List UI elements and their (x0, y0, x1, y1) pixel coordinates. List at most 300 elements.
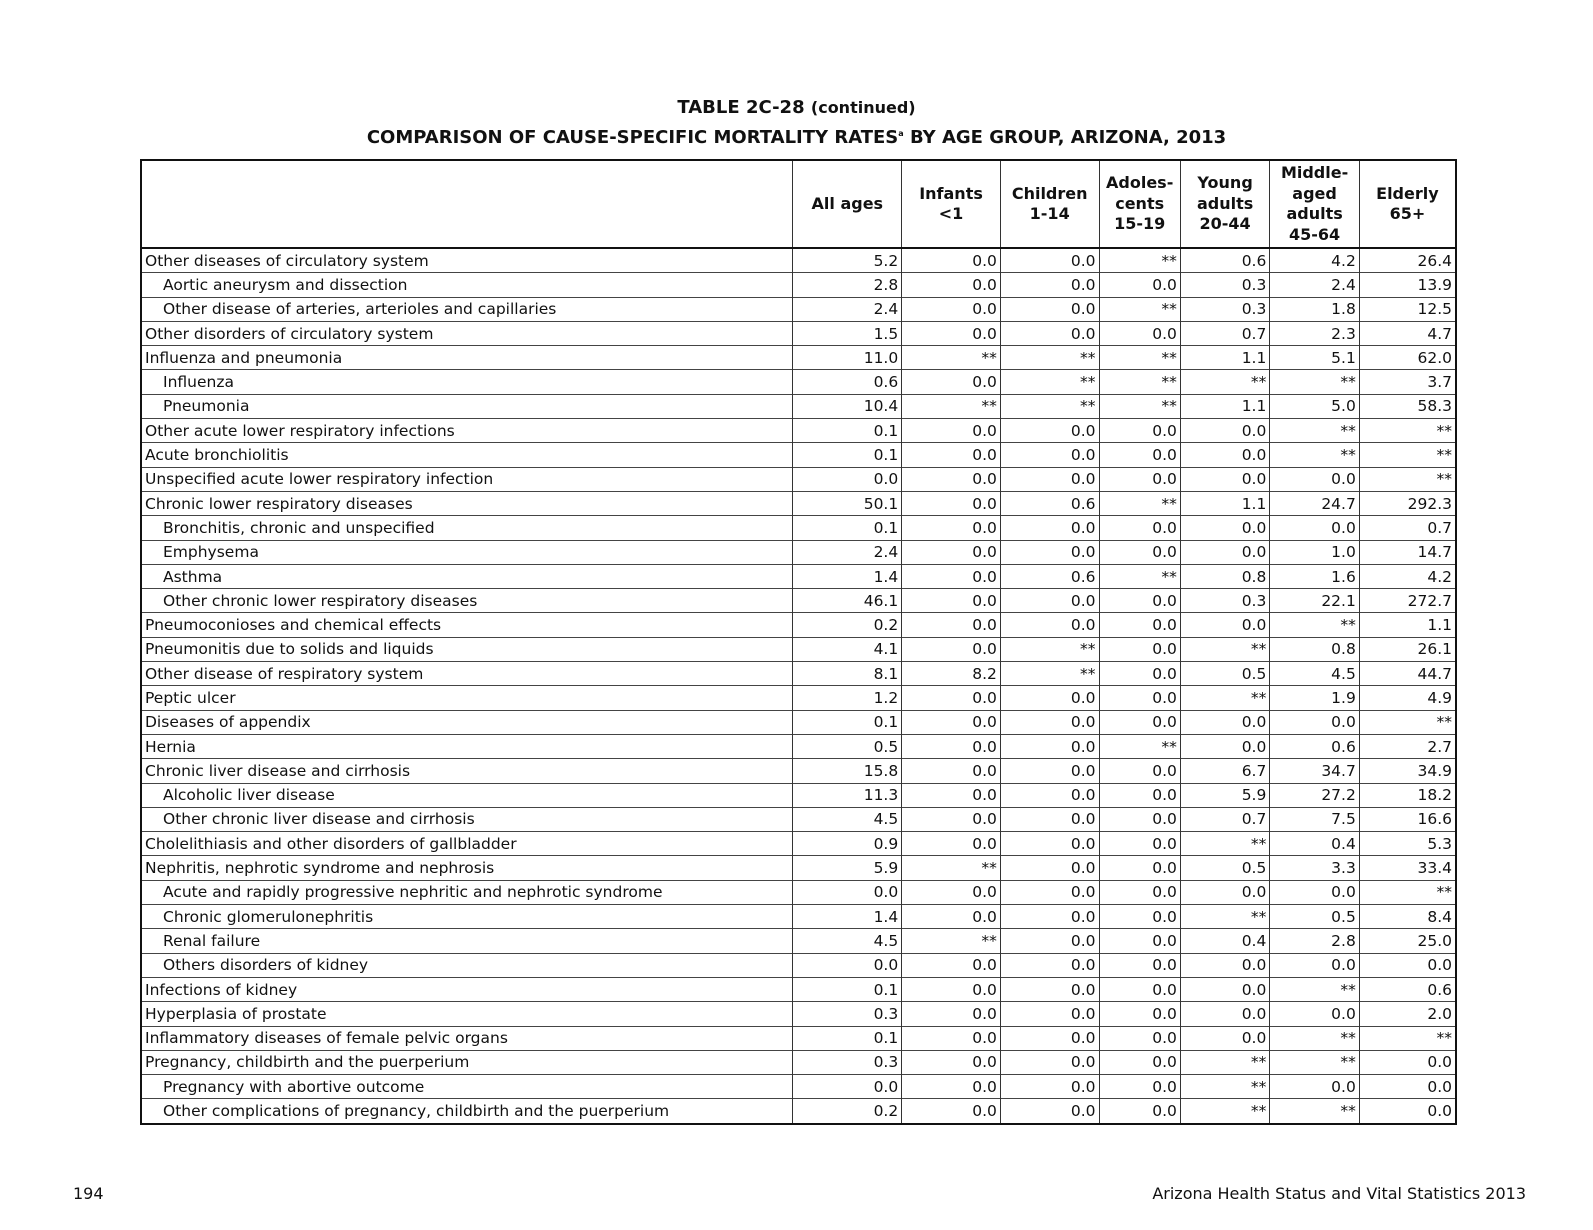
rate-cell: 34.9 (1359, 759, 1456, 783)
rate-cell: 0.5 (793, 734, 902, 758)
rate-cell: 0.0 (902, 273, 1001, 297)
rate-cell: 0.0 (1000, 832, 1099, 856)
rate-cell: ** (1000, 370, 1099, 394)
table-row (141, 977, 1456, 1001)
header-line: Middle- (1280, 163, 1349, 182)
rate-cell: 0.0 (902, 686, 1001, 710)
rate-cell: 16.6 (1359, 807, 1456, 831)
rate-cell: 0.0 (1180, 467, 1269, 491)
table-row (141, 564, 1456, 588)
table-row (141, 297, 1456, 321)
rate-cell: 0.0 (1000, 419, 1099, 443)
rate-cell: 10.4 (793, 394, 902, 418)
table-row (141, 734, 1456, 758)
rate-cell: 0.0 (902, 248, 1001, 273)
rate-cell: 0.0 (1099, 686, 1180, 710)
rate-cell: 0.1 (793, 516, 902, 540)
rate-cell: 0.0 (1000, 467, 1099, 491)
rate-cell: ** (1180, 370, 1269, 394)
rate-cell: 0.0 (902, 491, 1001, 515)
header-line: Children (1011, 183, 1088, 203)
rate-cell: 4.5 (1270, 662, 1359, 686)
header-line: adults (1196, 193, 1254, 213)
rate-cell: 0.0 (902, 905, 1001, 929)
rate-cell: ** (1359, 419, 1456, 443)
rate-cell: 4.2 (1359, 564, 1456, 588)
rate-cell: 0.0 (1270, 710, 1359, 734)
rate-cell: ** (1000, 394, 1099, 418)
rate-cell: 0.0 (1180, 613, 1269, 637)
rate-cell: 0.0 (1099, 589, 1180, 613)
rate-cell: 0.0 (902, 564, 1001, 588)
table-row (141, 953, 1456, 977)
rate-cell: 0.0 (1180, 1002, 1269, 1026)
cause-label: Other acute lower respiratory infections (141, 419, 793, 443)
table-row (141, 783, 1456, 807)
rate-cell: 0.0 (1099, 783, 1180, 807)
rate-cell: 8.2 (902, 662, 1001, 686)
rate-cell: 0.0 (1000, 759, 1099, 783)
rate-cell: 2.0 (1359, 1002, 1456, 1026)
rate-cell: 3.7 (1359, 370, 1456, 394)
rate-cell: ** (1000, 662, 1099, 686)
cause-label: Influenza and pneumonia (141, 346, 793, 370)
rate-cell: 5.1 (1270, 346, 1359, 370)
rate-cell: 0.0 (1359, 1075, 1456, 1099)
rate-cell: 1.1 (1180, 491, 1269, 515)
rate-cell: 0.0 (1099, 856, 1180, 880)
cause-label: Peptic ulcer (141, 686, 793, 710)
header-line: Young (1197, 173, 1253, 193)
rate-cell: 0.0 (1180, 977, 1269, 1001)
rate-cell: 33.4 (1359, 856, 1456, 880)
rate-cell: 0.0 (1000, 1002, 1099, 1026)
mortality-rates-table (140, 159, 1457, 1125)
rate-cell: 27.2 (1270, 783, 1359, 807)
rate-cell: 1.1 (1180, 346, 1269, 370)
header-line: Adoles- (1106, 173, 1174, 193)
rate-cell: 1.4 (793, 564, 902, 588)
header-line: 65+ (1389, 204, 1426, 223)
rate-cell: 0.0 (1000, 443, 1099, 467)
table-row (141, 1002, 1456, 1026)
header-line: Infants (919, 183, 983, 203)
rate-cell: 0.6 (793, 370, 902, 394)
rate-cell: 1.2 (793, 686, 902, 710)
rate-cell: 0.5 (1180, 856, 1269, 880)
rate-cell: ** (1270, 1099, 1359, 1124)
cause-label: Unspecified acute lower respiratory infection (141, 467, 793, 491)
rate-cell: 0.0 (1000, 929, 1099, 953)
rate-cell: ** (1359, 467, 1456, 491)
header-col-5 (1270, 160, 1359, 248)
rate-cell: 6.7 (1180, 759, 1269, 783)
rate-cell: 26.4 (1359, 248, 1456, 273)
table-title (0, 97, 1593, 119)
rate-cell: 0.0 (1270, 1002, 1359, 1026)
rate-cell: 1.6 (1270, 564, 1359, 588)
rate-cell: 0.5 (1180, 662, 1269, 686)
rate-cell: 0.0 (1000, 686, 1099, 710)
rate-cell: 0.0 (902, 589, 1001, 613)
table-row (141, 662, 1456, 686)
rate-cell: 0.0 (1099, 1075, 1180, 1099)
rate-cell: 0.6 (1359, 977, 1456, 1001)
rate-cell: 15.8 (793, 759, 902, 783)
rate-cell: 7.5 (1270, 807, 1359, 831)
rate-cell: ** (1099, 734, 1180, 758)
rate-cell: 0.0 (1099, 832, 1180, 856)
cause-label: Pneumoconioses and chemical effects (141, 613, 793, 637)
rate-cell: 0.6 (1270, 734, 1359, 758)
table-row (141, 346, 1456, 370)
rate-cell: 1.5 (793, 321, 902, 345)
table-row (141, 443, 1456, 467)
table-row (141, 1050, 1456, 1074)
header-cause (141, 160, 793, 248)
rate-cell: 2.8 (793, 273, 902, 297)
table-subtitle (0, 123, 1593, 149)
header-line: adults (1286, 204, 1343, 223)
cause-label: Pregnancy, childbirth and the puerperium (141, 1050, 793, 1074)
rate-cell: 0.0 (902, 1050, 1001, 1074)
rate-cell: 0.3 (793, 1050, 902, 1074)
rate-cell: 0.3 (1180, 589, 1269, 613)
rate-cell: 4.7 (1359, 321, 1456, 345)
rate-cell: 1.0 (1270, 540, 1359, 564)
header-col-0 (793, 160, 902, 248)
rate-cell: 0.0 (1359, 1099, 1456, 1124)
rate-cell: 0.0 (902, 370, 1001, 394)
cause-label: Cholelithiasis and other disorders of gallbladder (141, 832, 793, 856)
rate-cell: ** (1099, 491, 1180, 515)
rate-cell: 0.0 (1000, 905, 1099, 929)
rate-cell: 13.9 (1359, 273, 1456, 297)
rate-cell: 0.0 (1180, 710, 1269, 734)
rate-cell: 0.0 (1000, 321, 1099, 345)
cause-label: Hernia (141, 734, 793, 758)
rate-cell: 0.0 (1099, 1026, 1180, 1050)
rate-cell: 0.0 (1099, 1099, 1180, 1124)
table-row (141, 637, 1456, 661)
table-row (141, 248, 1456, 273)
cause-label: Asthma (141, 564, 793, 588)
cause-label: Aortic aneurysm and dissection (141, 273, 793, 297)
header-col-2 (1000, 160, 1099, 248)
rate-cell: ** (1359, 880, 1456, 904)
cause-label: Acute bronchiolitis (141, 443, 793, 467)
rate-cell: 0.0 (1099, 807, 1180, 831)
table-row (141, 807, 1456, 831)
table-row (141, 856, 1456, 880)
cause-label: Inflammatory diseases of female pelvic organs (141, 1026, 793, 1050)
table-row (141, 613, 1456, 637)
rate-cell: 0.0 (793, 467, 902, 491)
rate-cell: 0.0 (902, 637, 1001, 661)
table-row (141, 370, 1456, 394)
rate-cell: 5.9 (793, 856, 902, 880)
rate-cell: 0.0 (1099, 516, 1180, 540)
rate-cell: 0.0 (1000, 953, 1099, 977)
rate-cell: 4.9 (1359, 686, 1456, 710)
rate-cell: 0.0 (1099, 880, 1180, 904)
cause-label: Pneumonitis due to solids and liquids (141, 637, 793, 661)
header-line: 15-19 (1114, 214, 1166, 234)
header-line: Elderly (1376, 183, 1439, 203)
cause-label: Infections of kidney (141, 977, 793, 1001)
cause-label: Renal failure (141, 929, 793, 953)
header-col-1 (902, 160, 1001, 248)
rate-cell: 8.1 (793, 662, 902, 686)
rate-cell: ** (1270, 977, 1359, 1001)
cause-label: Nephritis, nephrotic syndrome and nephrosis (141, 856, 793, 880)
rate-cell: 0.3 (1180, 273, 1269, 297)
table-title-text: TABLE 2C-28 (677, 97, 805, 118)
rate-cell: ** (1099, 564, 1180, 588)
rate-cell: 0.0 (1000, 880, 1099, 904)
rate-cell: 0.0 (1180, 540, 1269, 564)
rate-cell: ** (1099, 248, 1180, 273)
rate-cell: 0.0 (902, 734, 1001, 758)
rate-cell: 0.0 (902, 540, 1001, 564)
rate-cell: 0.0 (1000, 540, 1099, 564)
cause-label: Chronic glomerulonephritis (141, 905, 793, 929)
rate-cell: 8.4 (1359, 905, 1456, 929)
rate-cell: 0.3 (793, 1002, 902, 1026)
header-line: 1-14 (1029, 204, 1070, 223)
table-row (141, 1026, 1456, 1050)
table-row (141, 929, 1456, 953)
rate-cell: 0.8 (1180, 564, 1269, 588)
rate-cell: 0.7 (1359, 516, 1456, 540)
rate-cell: 58.3 (1359, 394, 1456, 418)
rate-cell: 0.0 (793, 953, 902, 977)
rate-cell: 0.0 (1099, 977, 1180, 1001)
rate-cell: 1.1 (1359, 613, 1456, 637)
rate-cell: 18.2 (1359, 783, 1456, 807)
header-line: All ages (811, 193, 884, 213)
cause-label: Others disorders of kidney (141, 953, 793, 977)
header-line: 20-44 (1199, 214, 1251, 234)
rate-cell: 0.0 (1270, 880, 1359, 904)
rate-cell: 0.0 (1180, 516, 1269, 540)
header-col-4 (1180, 160, 1269, 248)
rate-cell: 0.7 (1180, 321, 1269, 345)
rate-cell: ** (902, 929, 1001, 953)
rate-cell: 4.2 (1270, 248, 1359, 273)
rate-cell: 0.0 (1000, 856, 1099, 880)
rate-cell: 0.0 (793, 880, 902, 904)
table-row (141, 905, 1456, 929)
cause-label: Hyperplasia of prostate (141, 1002, 793, 1026)
rate-cell: 0.0 (1180, 419, 1269, 443)
rate-cell: 5.0 (1270, 394, 1359, 418)
rate-cell: ** (1180, 1099, 1269, 1124)
table-row (141, 516, 1456, 540)
rate-cell: ** (1359, 443, 1456, 467)
rate-cell: 0.0 (1000, 1026, 1099, 1050)
cause-label: Other diseases of circulatory system (141, 248, 793, 273)
rate-cell: 0.0 (1000, 1099, 1099, 1124)
header-line: cents (1115, 193, 1165, 213)
rate-cell: 0.0 (1000, 589, 1099, 613)
cause-label: Other disorders of circulatory system (141, 321, 793, 345)
rate-cell: 0.1 (793, 1026, 902, 1050)
rate-cell: 0.0 (902, 297, 1001, 321)
table-row (141, 394, 1456, 418)
rate-cell: 0.0 (1000, 807, 1099, 831)
rate-cell: ** (1180, 637, 1269, 661)
rate-cell: 0.0 (1099, 710, 1180, 734)
rate-cell: 0.0 (902, 783, 1001, 807)
rate-cell: 0.0 (1000, 1050, 1099, 1074)
rate-cell: ** (1359, 710, 1456, 734)
rate-cell: 0.0 (1099, 273, 1180, 297)
rate-cell: 4.5 (793, 929, 902, 953)
rate-cell: 0.0 (1000, 248, 1099, 273)
rate-cell: 0.0 (1000, 977, 1099, 1001)
rate-cell: 0.2 (793, 613, 902, 637)
rate-cell: ** (1270, 419, 1359, 443)
rate-cell: 5.3 (1359, 832, 1456, 856)
cause-label: Other chronic liver disease and cirrhosis (141, 807, 793, 831)
rate-cell: 0.0 (902, 613, 1001, 637)
rate-cell: 44.7 (1359, 662, 1456, 686)
rate-cell: 0.1 (793, 443, 902, 467)
rate-cell: 62.0 (1359, 346, 1456, 370)
rate-cell: ** (1270, 613, 1359, 637)
rate-cell: 2.4 (793, 297, 902, 321)
rate-cell: 0.0 (1359, 953, 1456, 977)
rate-cell: 0.0 (1099, 953, 1180, 977)
rate-cell: 1.8 (1270, 297, 1359, 321)
rate-cell: 0.0 (902, 807, 1001, 831)
table-row (141, 467, 1456, 491)
cause-label: Pregnancy with abortive outcome (141, 1075, 793, 1099)
rate-cell: 0.0 (1099, 321, 1180, 345)
rate-cell: 0.0 (1000, 273, 1099, 297)
rate-cell: ** (1099, 394, 1180, 418)
rate-cell: 0.0 (1099, 540, 1180, 564)
rate-cell: 0.0 (1000, 734, 1099, 758)
rate-cell: 0.0 (1180, 880, 1269, 904)
cause-label: Alcoholic liver disease (141, 783, 793, 807)
rate-cell: 0.4 (1270, 832, 1359, 856)
cause-label: Other chronic lower respiratory diseases (141, 589, 793, 613)
rate-cell: 0.0 (1099, 905, 1180, 929)
rate-cell: 0.0 (902, 443, 1001, 467)
rate-cell: 0.3 (1180, 297, 1269, 321)
rate-cell: 50.1 (793, 491, 902, 515)
rate-cell: 0.5 (1270, 905, 1359, 929)
rate-cell: 5.2 (793, 248, 902, 273)
rate-cell: 272.7 (1359, 589, 1456, 613)
rate-cell: 11.3 (793, 783, 902, 807)
rate-cell: 0.0 (902, 1002, 1001, 1026)
rate-cell: 0.0 (1099, 929, 1180, 953)
rate-cell: 26.1 (1359, 637, 1456, 661)
rate-cell: 11.0 (793, 346, 902, 370)
table-row (141, 759, 1456, 783)
rate-cell: 0.0 (902, 880, 1001, 904)
rate-cell: 2.3 (1270, 321, 1359, 345)
publication-title: Arizona Health Status and Vital Statistics 2013 (1152, 1184, 1526, 1203)
rate-cell: 0.0 (1270, 953, 1359, 977)
rate-cell: ** (902, 346, 1001, 370)
header-line: <1 (938, 204, 964, 223)
header-row (141, 160, 1456, 248)
rate-cell: 0.0 (1099, 1050, 1180, 1074)
rate-cell: 0.6 (1000, 564, 1099, 588)
rate-cell: ** (1270, 1050, 1359, 1074)
cause-label: Emphysema (141, 540, 793, 564)
table-subtitle-text: COMPARISON OF CAUSE-SPECIFIC MORTALITY RATES (366, 127, 899, 148)
cause-label: Chronic liver disease and cirrhosis (141, 759, 793, 783)
rate-cell: 0.6 (1180, 248, 1269, 273)
table-row (141, 1099, 1456, 1124)
rate-cell: 0.0 (1000, 516, 1099, 540)
rate-cell: 0.0 (1180, 953, 1269, 977)
rate-cell: ** (902, 394, 1001, 418)
rate-cell: 0.2 (793, 1099, 902, 1124)
rate-cell: 4.1 (793, 637, 902, 661)
rate-cell: 0.0 (902, 977, 1001, 1001)
rate-cell: ** (1099, 297, 1180, 321)
header-col-3 (1099, 160, 1180, 248)
header-col-6 (1359, 160, 1456, 248)
rate-cell: 3.3 (1270, 856, 1359, 880)
rate-cell: ** (1180, 1075, 1269, 1099)
page-number: 194 (73, 1184, 104, 1203)
rate-cell: 12.5 (1359, 297, 1456, 321)
rate-cell: 1.4 (793, 905, 902, 929)
cause-label: Diseases of appendix (141, 710, 793, 734)
cause-label: Pneumonia (141, 394, 793, 418)
rate-cell: ** (1099, 346, 1180, 370)
rate-cell: 0.0 (1099, 419, 1180, 443)
cause-label: Other disease of respiratory system (141, 662, 793, 686)
rate-cell: 0.0 (902, 467, 1001, 491)
rate-cell: 14.7 (1359, 540, 1456, 564)
rate-cell: 0.0 (902, 953, 1001, 977)
rate-cell: ** (1000, 346, 1099, 370)
rate-cell: 0.0 (902, 419, 1001, 443)
rate-cell: ** (1180, 832, 1269, 856)
table-row (141, 491, 1456, 515)
rate-cell: 46.1 (793, 589, 902, 613)
rate-cell: 2.8 (1270, 929, 1359, 953)
rate-cell: ** (1270, 443, 1359, 467)
rate-cell: 0.1 (793, 710, 902, 734)
rate-cell: 0.6 (1000, 491, 1099, 515)
rate-cell: 0.0 (902, 1099, 1001, 1124)
rate-cell: 0.0 (1180, 1026, 1269, 1050)
rate-cell: 0.0 (1180, 443, 1269, 467)
rate-cell: 0.0 (1099, 759, 1180, 783)
cause-label: Other disease of arteries, arterioles and capillaries (141, 297, 793, 321)
rate-cell: 0.1 (793, 977, 902, 1001)
rate-cell: ** (1000, 637, 1099, 661)
rate-cell: 2.4 (793, 540, 902, 564)
table-row (141, 710, 1456, 734)
rate-cell: 292.3 (1359, 491, 1456, 515)
table-row (141, 321, 1456, 345)
rate-cell: 0.0 (1000, 1075, 1099, 1099)
rate-cell: 0.0 (1000, 613, 1099, 637)
table-row (141, 419, 1456, 443)
table-subtitle-rest: BY AGE GROUP, ARIZONA, 2013 (903, 127, 1227, 148)
table-row (141, 540, 1456, 564)
